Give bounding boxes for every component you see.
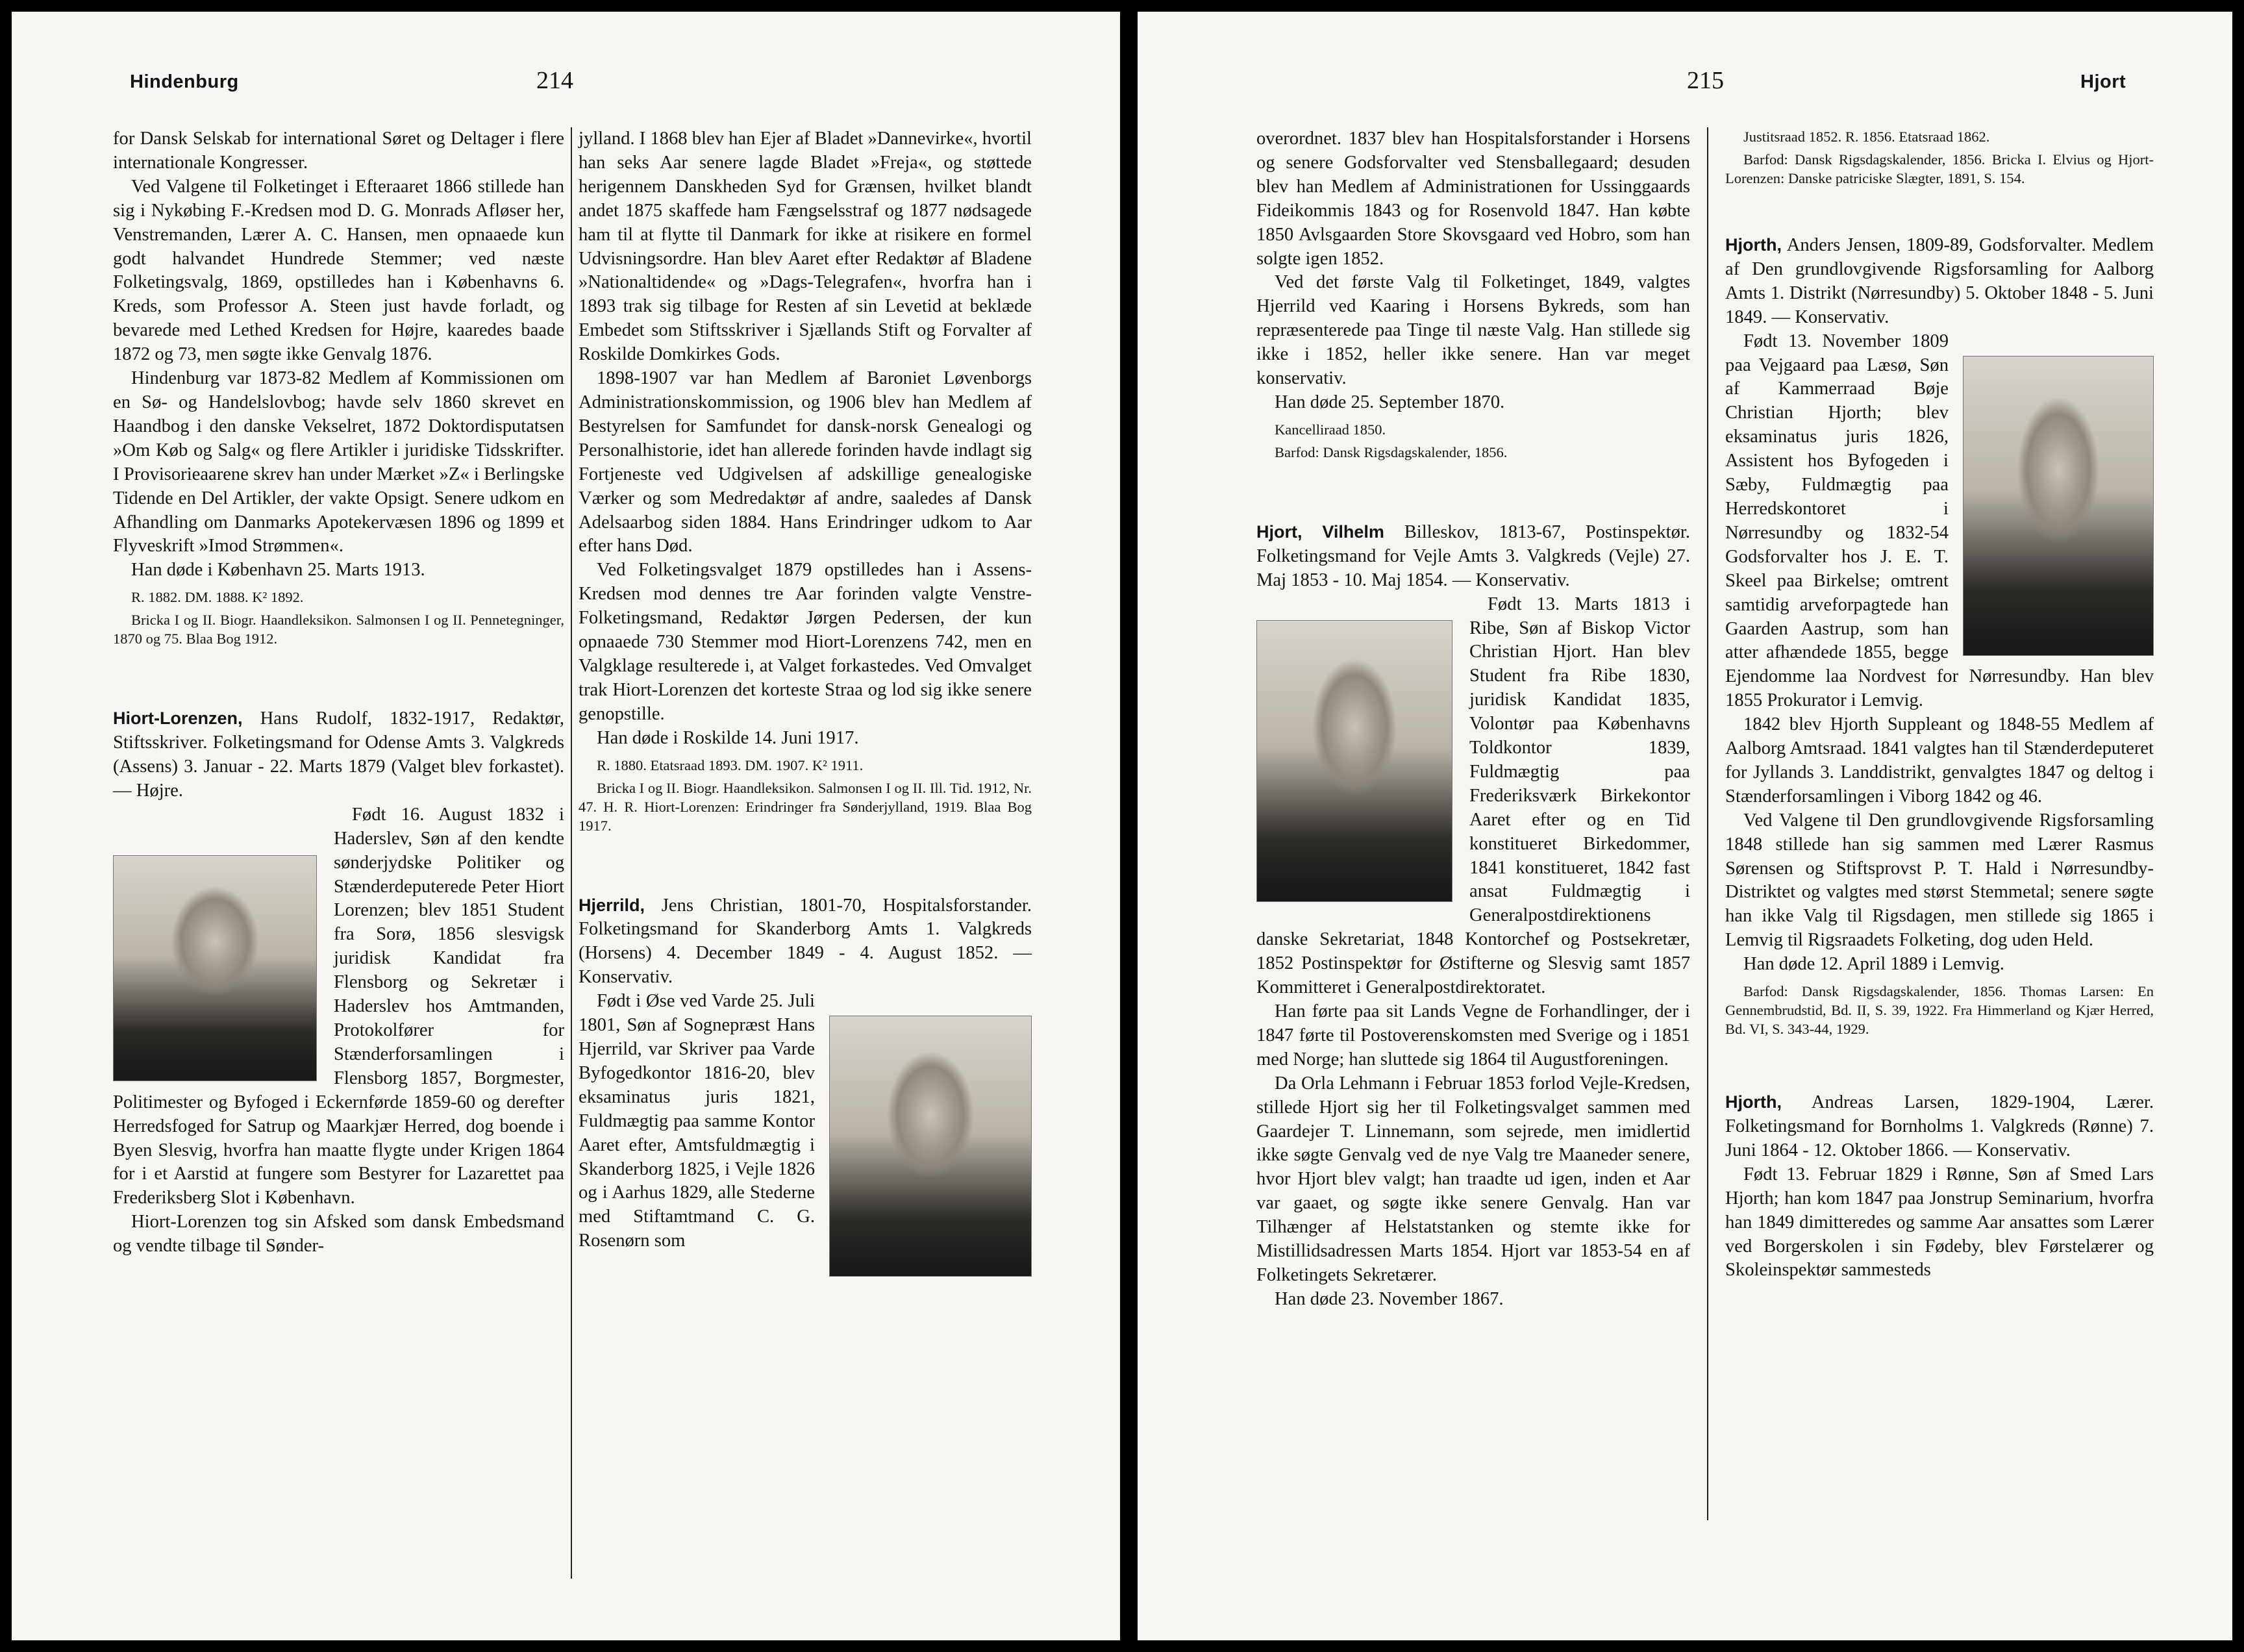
source-note: Barfod: Dansk Rigsdagskalender, 1856. Thomas Larsen: En Gennembrudstid, Bd. II, S. 39, 1922. Fra Himmerland og Kjær Herred, Bd. VI, S. 343-44, 1929. [1725, 983, 2154, 1038]
paragraph: Han døde i København 25. Marts 1913. [131, 560, 425, 581]
entry-given-name: Anders Jensen, [1786, 235, 1901, 255]
paragraph: Han døde 12. April 1889 i Lemvig. [1743, 954, 2004, 975]
entry-heading [1256, 520, 1690, 593]
paragraph: Født 13. Februar 1829 i Rønne, Søn af Smed Lars Hjorth; han kom 1847 paa Jonstrup Seminarium, hvorfra han 1849 dimitteredes og samme Aar ansattes som Lærer ved Borgerskolen i sin Fødeby, blev Førstelærer og Skoleinspektør sammesteds [1725, 1164, 2154, 1281]
paragraph: Hiort-Lorenzen tog sin Afsked som dansk Embedsmand og vendte tilbage til Sønder- [113, 1212, 564, 1257]
entry-given-name: Andreas Larsen, [1811, 1092, 1960, 1113]
paragraph: Da Orla Lehmann i Februar 1853 forlod Vejle-Kredsen, stillede Hjort sig her til Folketingsvalget sammen med Gaardejer T. Linnemann, som sejrede, men imidlertid ikke søgte Genvalg ved de nye Valg tre Maaneder senere, hvor Hjort blev valgt; han traadte ud igen, inden et Aar var gaaet, og søgte ikke senere Genvalg. Han var Tilhænger af Helstatstanken og stemte ikke for Mistillidsadressen Marts 1854. Hjort var 1853-54 en af Folketingets Sekretærer. [1256, 1073, 1690, 1285]
page-number: 215 [1687, 67, 1724, 94]
page-number: 214 [536, 67, 573, 94]
entry-heading [1725, 233, 2154, 330]
entry-given-name: Jens Christian, [661, 895, 783, 916]
entry-surname: Hjorth, [1725, 235, 1782, 255]
column-rule [1707, 127, 1708, 1520]
right-page [1138, 12, 2232, 1640]
honours-note: Justitsraad 1852. R. 1856. Etatsraad 1862. [1743, 129, 1990, 145]
paragraph: Han døde 25. September 1870. [1275, 392, 1505, 412]
entry-gap [579, 835, 1032, 894]
paragraph: Født 13. November 1809 paa Vejgaard paa Læsø, Søn af Kammerraad Bøje Christian Hjorth; blev eksaminatus juris 1826, Assistent hos Byfogeden i Sæby, Fuldmægtig paa Herredskontoret i Nørresundby og 1832-54 Godsforvalter hos J. E. T. Skeel paa Birkelse; omtrent samtidig arveforpagtede han Gaarden Aastrup, som han atter afhændede 1855, begge Ejendomme laa Nordvest for Nørresundby. Han blev 1855 Prokurator i Lemvig. [1725, 331, 2154, 711]
source-note: Barfod: Dansk Rigsdagskalender, 1856. Bricka I. Elvius og Hjort-Lorenzen: Danske patriciske Slægter, 1891, S. 154. [1725, 151, 2154, 186]
column-1 [113, 127, 564, 1258]
portrait-vilhelm-hjort-icon [1256, 620, 1452, 902]
running-head-left [12, 66, 1120, 105]
entry-given-name: Vilhelm [1322, 521, 1384, 542]
entry-gap [113, 648, 564, 707]
entry-given-name: Hans Rudolf, [260, 708, 372, 729]
paragraph: Ved det første Valg til Folketinget, 1849, valgtes Hjerrild ved Kaaring i Horsens Bykreds, som han repræsenterede paa Tinge til næste Valg. Han stillede sig ikke i 1852, heller ikke senere. Han var meget konservativ. [1256, 272, 1690, 389]
entry-heading-text: 1809-89, Godsforvalter. Medlem af Den grundlovgivende Rigsforsamling for Aalborg Amts 1. Distrikt (Nørresundby) 5. Oktober 1848 - 5. Juni 1849. — Konservativ. [1725, 235, 2154, 327]
column-2 [579, 127, 1032, 1281]
source-note: Bricka I og II. Biogr. Haandleksikon. Salmonsen I og II. Ill. Tid. 1912, Nr. 47. H. R. Hiort-Lorenzen: Erindringer fra Sønderjylland, 1919. Blaa Bog 1917. [579, 779, 1032, 834]
entry-heading-text: 1801-70, Hospitalsforstander. Folketingsmand for Skanderborg Amts 1. Valgkreds (Horsens) 4. December 1849 - 4. August 1852. — Konservativ. [579, 895, 1032, 988]
paragraph: Han førte paa sit Lands Vegne de Forhandlinger, der i 1847 førte til Postoverenskomsten med Sverige og i 1851 med Norge; han sluttede sig 1864 til Augustforeningen. [1256, 1001, 1690, 1070]
paragraph: Han døde 23. November 1867. [1275, 1288, 1504, 1309]
paragraph: jylland. I 1868 blev han Ejer af Bladet »Dannevirke«, hvortil han seks Aar senere lagde Bladet »Freja«, og støttede herigennem Danskheden Syd for Grænsen, hvilket blandt andet 1875 skaffede ham Fængselsstraf og 1877 nødsagede ham til at flytte til Danmark for ikke at risikere en formel Udvisningsordre. Han blev Aaret efter Redaktør af Bladene »Nationaltidende« og »Dags-Telegrafen«, hvorfra han i 1893 trak sig tilbage for Resten af sin Levetid at beklæde Embedet som Stiftsskriver i Sjællands Stift og Forvalter af Roskilde Domkirkes Gods. [579, 129, 1032, 365]
paragraph: Hindenburg var 1873-82 Medlem af Kommissionen om en Sø- og Handelslovbog; havde selv 1860 skrevet en Haandbog i den danske Vekselret, 1872 Doktordisputatsen »Om Køb og Salg« og flere Artikler i juridiske Tidsskrifter. I Provisorieaarene skrev han under Mærket »Z« i Berlingske Tidende en Del Artikler, der vakte Opsigt. Senere udkom en Afhandling om Danmarks Apotekervæsen 1896 og 1899 et Flyveskrift »Imod Strømmen«. [113, 368, 564, 557]
portrait-hiort-lorenzen-icon [113, 855, 317, 1081]
entry-heading [579, 894, 1032, 990]
honours-note: Kancelliraad 1850. [1275, 421, 1386, 438]
column-rule [571, 127, 572, 1579]
entry-surname: Hjorth, [1725, 1092, 1782, 1112]
entry-surname: Hjort, [1256, 521, 1303, 542]
column-2 [1725, 127, 2154, 1283]
column-1 [1256, 127, 1690, 1312]
running-head-name: Hjort [2080, 71, 2126, 92]
paragraph: Født 16. August 1832 i Haderslev, Søn af den kendte sønderjydske Politiker og Stænderdeputerede Peter Hiort Lorenzen; blev 1851 Student fra Sorø, 1856 slesvigsk juridisk Kandidat fra Flensborg og Sekretær i Haderslev hos Amtmanden, Protokolfører for Stænderforsamlingen i Flensborg 1857, Borgmester, Politimester og Byfoged i Eckernførde 1859-60 og derefter Herredsfoged for Satrup og Maarkjær Herred, dog boende i Byen Slesvig, hvorfra han maatte flygte under Krigen 1864 for i et Aarstid at fungere som Bestyrer for Lazarettet paa Frederiksberg Slot i København. [113, 804, 564, 1208]
paragraph: Ved Valgene til Folketinget i Efteraaret 1866 stillede han sig i Nykøbing F.-Kredsen mod D. G. Monrads Afløser her, Venstremanden, Lærer A. C. Hansen, men opnaaede kun godt halvandet Hundrede Stemmer; ved næste Folketingsvalg, 1869, opstilledes han i Københavns 6. Kreds, som Professor A. Steen just havde forladt, og bevarede med Lethed Kredsen for Højre, kaaredes baade 1872 og 73, men søgte ikke Genvalg 1876. [113, 176, 564, 365]
running-head-right [1138, 66, 2232, 105]
source-note: Barfod: Dansk Rigsdagskalender, 1856. [1275, 444, 1508, 460]
entry-gap [1256, 462, 1690, 520]
paragraph: Født 13. Marts 1813 i Ribe, Søn af Biskop Victor Christian Hjort. Han blev Student fra Ribe 1830, juridisk Kandidat 1835, Volontør paa Københavns Toldkontor 1839, Fuldmægtig paa Frederiksværk Birkekontor Aaret efter og en Tid konstitueret Birkedommer, 1841 konstitueret, 1842 fast ansat Fuldmægtig i Generalpostdirektionens danske Sekretariat, 1848 Kontorchef og Postsekretær, 1852 Postinspektør for Østifterne og Slesvig samt 1857 Kommitteret i Generalpostdirektoratet. [1256, 594, 1690, 998]
paragraph: Ved Folketingsvalget 1879 opstilledes han i Assens-Kredsen mod dennes tre Aar forinden valgte Venstre-Folketingsmand, Redaktør Jørgen Pedersen, der kun opnaaede 730 Stemmer mod Hiort-Lorenzens 742, men en Valgklage resulterede i, at Valget forkastedes. Ved Omvalget trak Hiort-Lorenzen det korteste Straa og lod sig ikke senere genopstille. [579, 560, 1032, 724]
entry-heading [1725, 1090, 2154, 1163]
entry-heading-text: 1829-1904, Lærer. Folketingsmand for Bornholms 1. Valgkreds (Rønne) 7. Juni 1864 - 12. Oktober 1866. — Konservativ. [1725, 1092, 2154, 1160]
entry-gap [1725, 1038, 2154, 1090]
paragraph: Ved Valgene til Den grundlovgivende Rigsforsamling 1848 stillede han sig sammen med Lærer Rasmus Sørensen og Stiftsprovst P. T. Hald i Nørresundby-Distriktet og valgtes med størst Stemmetal; senere søgte han ikke Valg til Rigsdagen, men stillede sig 1865 i Lemvig til Rigsraadets Folketing, dog uden Held. [1725, 810, 2154, 951]
paragraph: Født i Øse ved Varde 25. Juli 1801, Søn af Sognepræst Hans Hjerrild, var Skriver paa Varde Byfogedkontor 1816-20, blev eksaminatus juris 1821, Fuldmægtig paa samme Kontor Aaret efter, Amtsfuldmægtig i Skanderborg 1825, i Vejle 1826 og i Aarhus 1829, alle Stederne med Stiftamtmand C. G. Rosenørn som [579, 991, 815, 1251]
paragraph: 1842 blev Hjorth Suppleant og 1848-55 Medlem af Aalborg Amtsraad. 1841 valgtes han til Stænderdeputeret for Jyllands 3. Landdistrikt, genvalgtes 1847 og deltog i Stænderforsamlingen i Viborg 1842 og 46. [1725, 714, 2154, 807]
honours-note: R. 1882. DM. 1888. K² 1892. [131, 589, 304, 606]
paragraph: for Dansk Selskab for international Søret og Deltager i flere internationale Kongresser. [113, 129, 564, 173]
portrait-anders-hjorth-icon [1963, 356, 2154, 656]
source-note: Bricka I og II. Biogr. Haandleksikon. Salmonsen I og II. Pennetegninger, 1870 og 75. Blaa Bog 1912. [113, 612, 564, 647]
entry-heading [113, 707, 564, 803]
paragraph: Han døde i Roskilde 14. Juni 1917. [597, 727, 859, 748]
paragraph: overordnet. 1837 blev han Hospitalsforstander i Horsens og senere Godsforvalter ved Stensballegaard; desuden blev han Medlem af Administrationen for Ussinggaards Fideikommis 1843 og for Rosenvold 1847. Han købte 1850 Avlsgaarden Store Skovsgaard ved Hobro, som han solgte igen 1852. [1256, 129, 1690, 269]
portrait-hjerrild-icon [829, 1016, 1032, 1277]
paragraph: 1898-1907 var han Medlem af Baroniet Løvenborgs Administrationskommission, og 1906 blev han Medlem af Bestyrelsen for Samfundet for dansk-norsk Genealogi og Personalhistorie, idet han allerede forinden havde indlagt sig Fortjeneste ved Udgivelsen af adskillige genealogiske Værker og som Medredaktør af andre, saaledes af Dansk Adelsaarbog siden 1884. Hans Erindringer udkom to Aar efter hans Død. [579, 368, 1032, 557]
entry-heading-text: Billeskov, 1813-67, Postinspektør. Folketingsmand for Vejle Amts 3. Valgkreds (Vejle) 27. Maj 1853 - 10. Maj 1854. — Konservativ. [1256, 521, 1690, 590]
entry-gap [1725, 188, 2154, 233]
honours-note: R. 1880. Etatsraad 1893. DM. 1907. K² 1911. [597, 757, 864, 773]
entry-surname: Hjerrild, [579, 895, 645, 915]
entry-heading-text: 1832-1917, Redaktør, Stiftsskriver. Folketingsmand for Odense Amts 3. Valgkreds (Assens) 3. Januar - 22. Marts 1879 (Valget blev forkastet). — Højre. [113, 708, 565, 801]
running-head-name: Hindenburg [130, 71, 239, 92]
left-page [12, 12, 1120, 1640]
entry-surname: Hiort-Lorenzen, [113, 708, 243, 729]
